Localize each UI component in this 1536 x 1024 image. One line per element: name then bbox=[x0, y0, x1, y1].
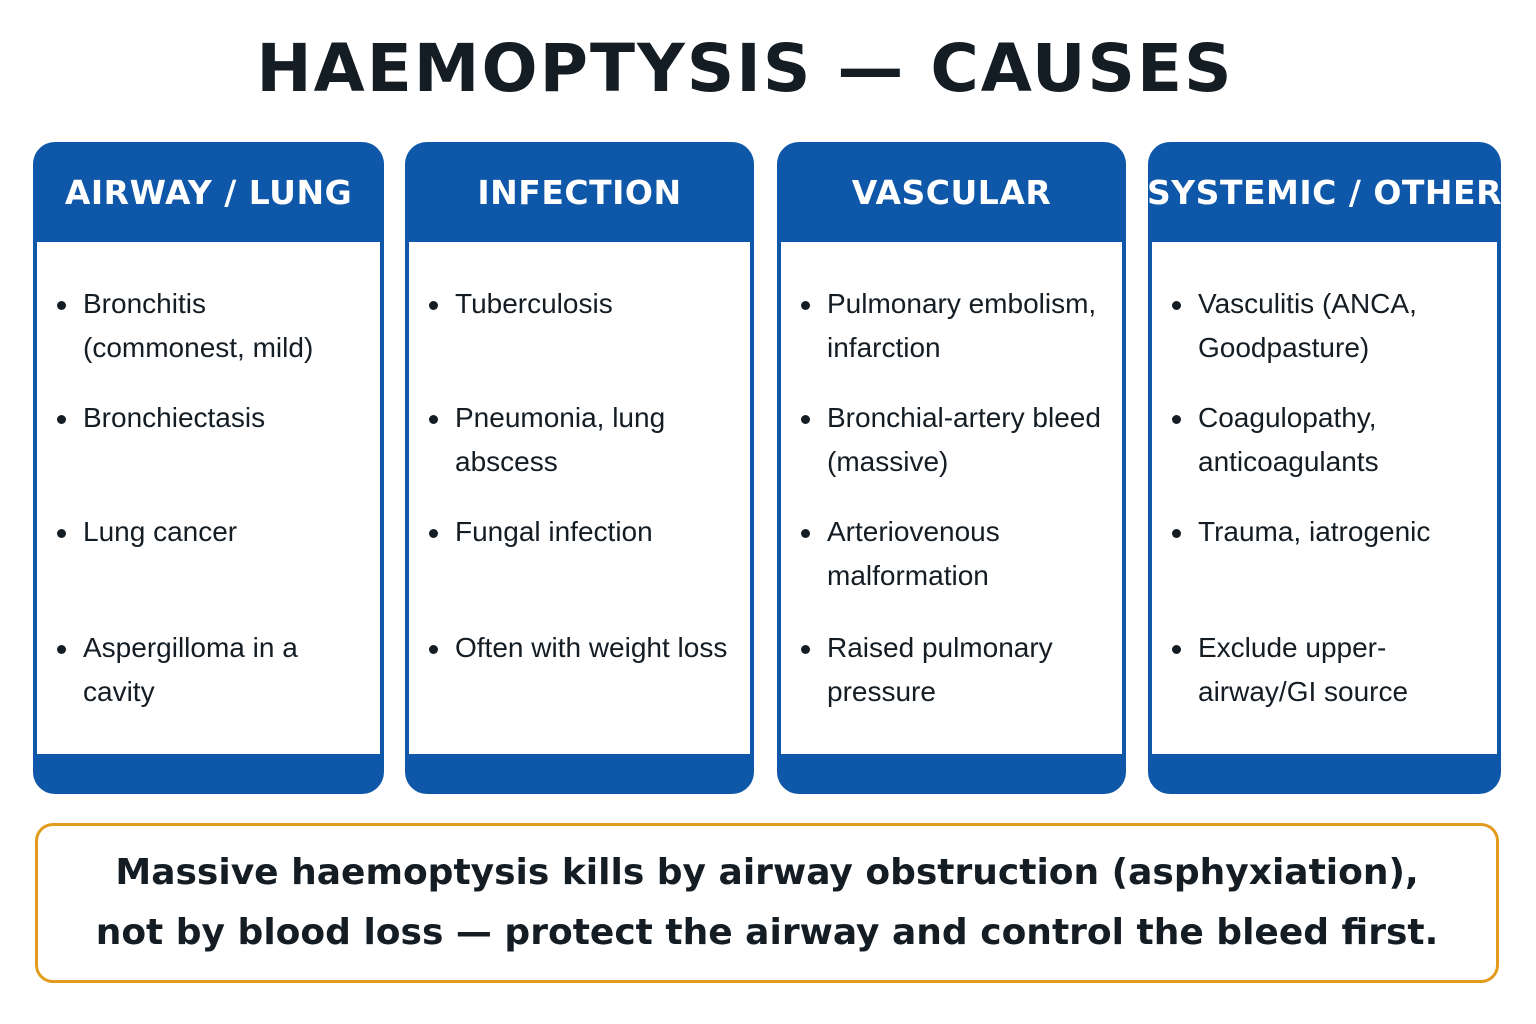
diagram-title: HAEMOPTYSIS — CAUSES bbox=[256, 30, 1234, 107]
list-item bbox=[409, 282, 750, 382]
list-item bbox=[1152, 510, 1497, 610]
list-item-text: Exclude upper-airway/GI source bbox=[1198, 632, 1409, 707]
list-item-text: Bronchial-artery bleed (massive) bbox=[827, 402, 1101, 477]
list-item-text: Arteriovenous malformation bbox=[827, 516, 1000, 591]
list-item bbox=[37, 510, 380, 610]
bullet-icon bbox=[429, 529, 438, 538]
cause-columns bbox=[33, 142, 1501, 794]
column-body bbox=[1152, 242, 1497, 754]
column-header: SYSTEMIC / OTHER bbox=[1147, 172, 1502, 212]
column-vascular bbox=[777, 142, 1126, 794]
bullet-icon bbox=[57, 415, 66, 424]
list-item-text: Lung cancer bbox=[83, 516, 238, 547]
list-item-text: Often with weight loss bbox=[455, 632, 728, 663]
bullet-icon bbox=[1172, 301, 1181, 310]
list-item bbox=[409, 510, 750, 610]
list-item bbox=[1152, 282, 1497, 382]
list-item bbox=[37, 396, 380, 496]
bullet-icon bbox=[801, 301, 810, 310]
bullet-icon bbox=[429, 645, 438, 654]
list-item bbox=[781, 510, 1122, 610]
key-point-box bbox=[35, 823, 1499, 983]
list-item bbox=[37, 282, 380, 382]
list-item bbox=[781, 282, 1122, 382]
column-header: AIRWAY / LUNG bbox=[64, 172, 353, 212]
list-item-text: Coagulopathy, anticoagulants bbox=[1198, 402, 1379, 477]
list-item-text: Pulmonary embolism, infarction bbox=[827, 288, 1097, 363]
list-item-text: Fungal infection bbox=[455, 516, 653, 547]
list-item bbox=[781, 626, 1122, 726]
list-item-text: Raised pulmonary pressure bbox=[827, 632, 1053, 707]
list-item bbox=[409, 626, 750, 726]
column-header: VASCULAR bbox=[851, 172, 1052, 212]
bullet-icon bbox=[1172, 645, 1181, 654]
column-body bbox=[409, 242, 750, 754]
list-item bbox=[781, 396, 1122, 496]
column-systemic-other bbox=[1148, 142, 1501, 794]
column-body bbox=[37, 242, 380, 754]
list-item-text: Tuberculosis bbox=[455, 288, 613, 319]
key-point-line-1: Massive haemoptysis kills by airway obstruction (asphyxiation), bbox=[115, 852, 1419, 893]
list-item-text: Vasculitis (ANCA, Goodpasture) bbox=[1198, 288, 1417, 363]
bullet-icon bbox=[1172, 415, 1181, 424]
bullet-icon bbox=[1172, 529, 1181, 538]
list-item-text: Bronchiectasis bbox=[83, 402, 266, 433]
list-item bbox=[37, 626, 380, 726]
bullet-icon bbox=[801, 415, 810, 424]
list-item-text: Pneumonia, lung abscess bbox=[455, 402, 666, 477]
list-item-text: Bronchitis (commonest, mild) bbox=[83, 288, 314, 363]
list-item-text: Aspergilloma in a cavity bbox=[83, 632, 298, 707]
bullet-icon bbox=[801, 529, 810, 538]
column-airway-lung bbox=[33, 142, 384, 794]
bullet-icon bbox=[801, 645, 810, 654]
key-point-line-2: not by blood loss — protect the airway and control the bleed first. bbox=[95, 912, 1439, 953]
bullet-icon bbox=[429, 301, 438, 310]
list-item bbox=[1152, 396, 1497, 496]
bullet-icon bbox=[57, 529, 66, 538]
list-item bbox=[409, 396, 750, 496]
list-item bbox=[1152, 626, 1497, 726]
bullet-icon bbox=[57, 645, 66, 654]
list-item-text: Trauma, iatrogenic bbox=[1198, 516, 1431, 547]
bullet-icon bbox=[429, 415, 438, 424]
column-body bbox=[781, 242, 1122, 754]
column-header: INFECTION bbox=[477, 172, 682, 212]
column-infection bbox=[405, 142, 754, 794]
bullet-icon bbox=[57, 301, 66, 310]
